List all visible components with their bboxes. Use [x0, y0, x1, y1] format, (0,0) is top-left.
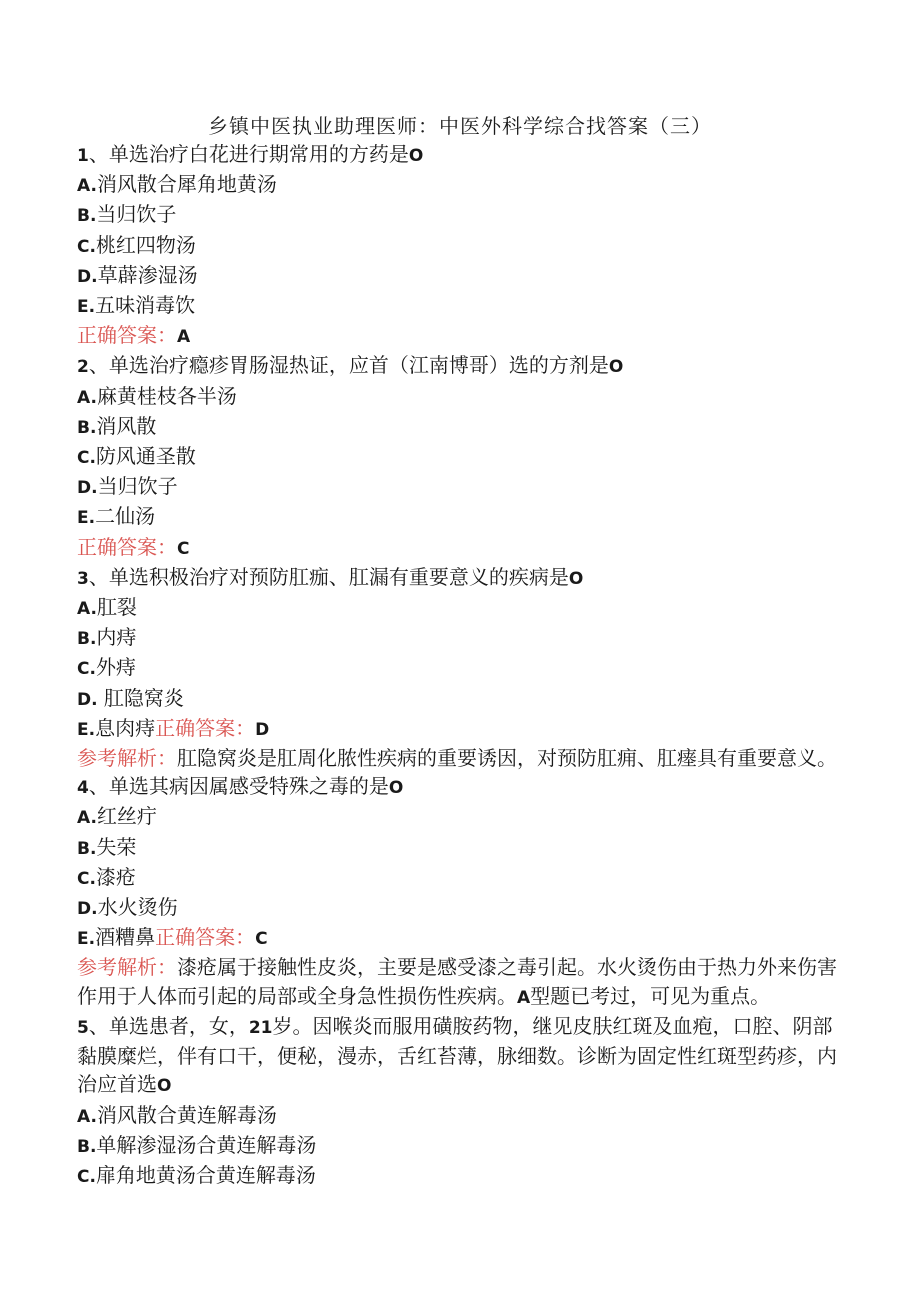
question-1-option-e: E.五味消毒饮: [77, 293, 196, 318]
question-2-option-a: A.麻黄桂枝各半汤: [77, 383, 237, 408]
question-3-option-d: D. 肛隐窝炎: [77, 685, 184, 710]
question-4-stem: 4、单选其病因属感受特殊之毒的是O: [77, 774, 404, 799]
document-title: 乡镇中医执业助理医师：中医外科学综合找答案（三）: [208, 114, 712, 138]
question-3-analysis: 参考解析：肛隐窝炎是肛周化脓性疾病的重要诱因，对预防肛痈、肛瘗具有重要意义。: [77, 746, 837, 771]
question-1-option-b: B.当归饮子: [77, 202, 177, 227]
question-5-option-c: C.扉角地黄汤合黄连解毒汤: [77, 1162, 316, 1187]
question-3-option-b: B.内痔: [77, 625, 137, 650]
question-2-option-b: B.消风散: [77, 413, 157, 438]
question-4-option-e-answer: E.酒糟鼻正确答案：C: [77, 925, 268, 950]
question-4-analysis: 参考解析：漆疮属于接触性皮炎，主要是感受漆之毒引起。水火烫伤由于热力外来伤害作用于人体而引起的局部或全身急性损伤性疾病。A型题已考过，可见为重点。: [77, 955, 837, 1008]
question-1-option-c: C.桃红四物汤: [77, 232, 196, 257]
question-3-option-e-answer: E.息肉痔正确答案：D: [77, 715, 270, 740]
question-2-stem: 2、单选治疗瘾疹胃肠湿热证，应首（江南博哥）选的方剂是O: [77, 353, 624, 378]
question-list: [77, 140, 837, 1191]
question-5-option-b: B.单解渗湿汤合黄连解毒汤: [77, 1132, 317, 1157]
question-1-answer: 正确答案：A: [77, 323, 191, 348]
question-4-option-d: D.水火烫伤: [77, 895, 178, 920]
question-4-option-a: A.红丝疔: [77, 804, 157, 829]
question-1-option-a: A.消风散合犀角地黄汤: [77, 172, 277, 197]
question-2-answer: 正确答案：C: [77, 534, 190, 559]
question-2-option-e: E.二仙汤: [77, 504, 156, 529]
question-5-stem: 5、单选患者，女，21岁。因喉炎而服用磺胺药物，继见皮肤红斑及血疱，口腔、阴部黏膜糜烂，伴有口干，便秘，漫赤，舌红苔薄，脉细数。诊断为固定性红斑型药疹，内治应首选O: [77, 1013, 837, 1097]
question-3-option-c: C.外痔: [77, 655, 136, 680]
question-3-stem: 3、单选积极治疗对预防肛痂、肛漏有重要意义的疾病是O: [77, 564, 584, 589]
question-2-option-c: C.防风通圣散: [77, 444, 196, 469]
question-4-option-c: C.漆疮: [77, 864, 136, 889]
question-1-option-d: D.草薜渗湿汤: [77, 262, 198, 287]
question-4-option-b: B.失荣: [77, 834, 137, 859]
question-5-option-a: A.消风散合黄连解毒汤: [77, 1102, 277, 1127]
question-3-option-a: A.肛裂: [77, 595, 137, 620]
question-1-stem: 1、单选治疗白花进行期常用的方药是O: [77, 142, 424, 166]
question-2-option-d: D.当归饮子: [77, 474, 178, 499]
